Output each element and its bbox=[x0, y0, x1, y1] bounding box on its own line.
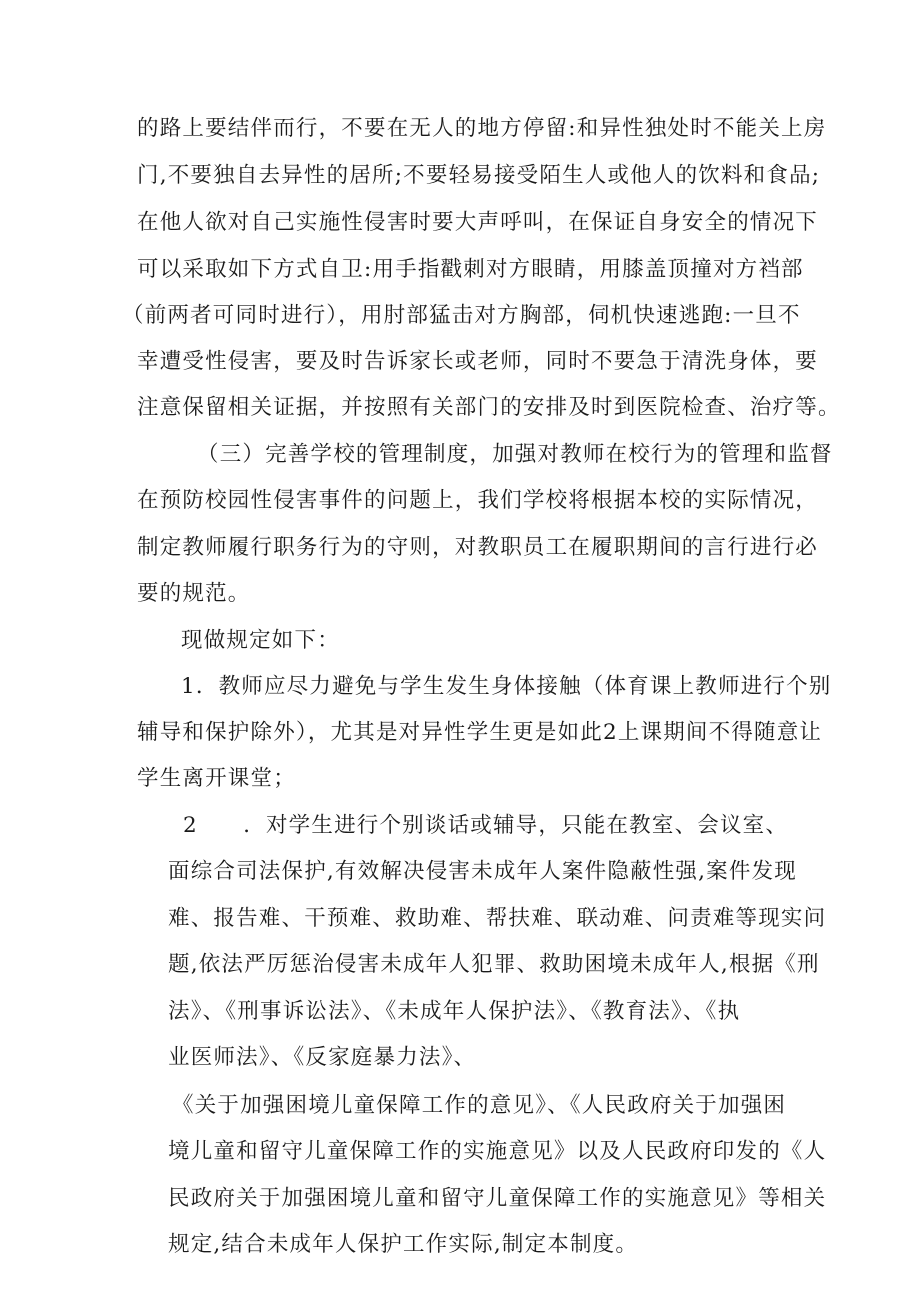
paragraph-line: 在他人欲对自己实施性侵害时要大声呼叫，在保证自身安全的情况下 bbox=[137, 210, 819, 235]
paragraph-line: 《关于加强困境儿童保障工作的意见》、《人民政府关于加强困 bbox=[172, 1093, 787, 1118]
paragraph-line: 难、报告难、干预难、救助难、帮扶难、联动难、问责难等现实问 bbox=[168, 906, 827, 931]
paragraph-line: 规定,结合未成年人保护工作实际,制定本制度。 bbox=[168, 1232, 639, 1257]
paragraph-line: （前两者可同时进行），用肘部猛击对方胸部，伺机快速逃跑:一旦不 bbox=[122, 303, 801, 328]
list-item: 2 ．对学生进行个别谈话或辅导，只能在教室、会议室、 bbox=[183, 813, 789, 838]
paragraph-line: 注意保留相关证据，并按照有关部门的安排及时到医院检查、治疗等。 bbox=[137, 395, 841, 420]
paragraph-line: 学生离开课堂； bbox=[137, 766, 296, 791]
paragraph-line: 要的规范。 bbox=[137, 581, 251, 606]
paragraph-line: 法》、《刑事诉讼法》、《未成年人保护法》、《教育法》、《执 bbox=[168, 999, 741, 1024]
paragraph-line: 面综合司法保护,有效解决侵害未成年人案件隐蔽性强,案件发现 bbox=[168, 859, 797, 884]
paragraph-line: 辅导和保护除外），尤其是对异性学生更是如此2上课期间不得随意让 bbox=[137, 720, 823, 745]
paragraph-line: 的路上要结伴而行，不要在无人的地方停留:和异性独处时不能关上房 bbox=[137, 116, 827, 141]
paragraph-line: 境儿童和留守儿童保障工作的实施意见》以及人民政府印发的《人 bbox=[168, 1139, 827, 1164]
paragraph-line: 可以采取如下方式自卫:用手指戳刺对方眼睛，用膝盖顶撞对方裆部 bbox=[137, 257, 804, 282]
paragraph-line: 制定教师履行职务行为的守则，对教职员工在履职期间的言行进行必 bbox=[137, 535, 819, 560]
paragraph-line: 门,不要独自去异性的居所;不要轻易接受陌生人或他人的饮料和食品; bbox=[137, 163, 821, 188]
paragraph-line: 民政府关于加强困境儿童和留守儿童保障工作的实施意见》等相关 bbox=[168, 1186, 827, 1211]
paragraph-line: 业医师法》、《反家庭暴力法》、 bbox=[168, 1045, 477, 1070]
paragraph-line: 现做规定如下： bbox=[181, 628, 340, 653]
paragraph-line: 题,依法严厉惩治侵害未成年人犯罪、救助困境未成年人,根据《刑 bbox=[168, 952, 820, 977]
paragraph-line: 幸遭受性侵害，要及时告诉家长或老师，同时不要急于清洗身体，要 bbox=[137, 349, 819, 374]
section-heading: （三）完善学校的管理制度，加强对教师在校行为的管理和监督 bbox=[197, 442, 833, 467]
list-item: 1．教师应尽力避免与学生发生身体接触（体育课上教师进行个别 bbox=[181, 674, 832, 699]
paragraph-line: 在预防校园性侵害事件的问题上，我们学校将根据本校的实际情况， bbox=[137, 488, 819, 513]
